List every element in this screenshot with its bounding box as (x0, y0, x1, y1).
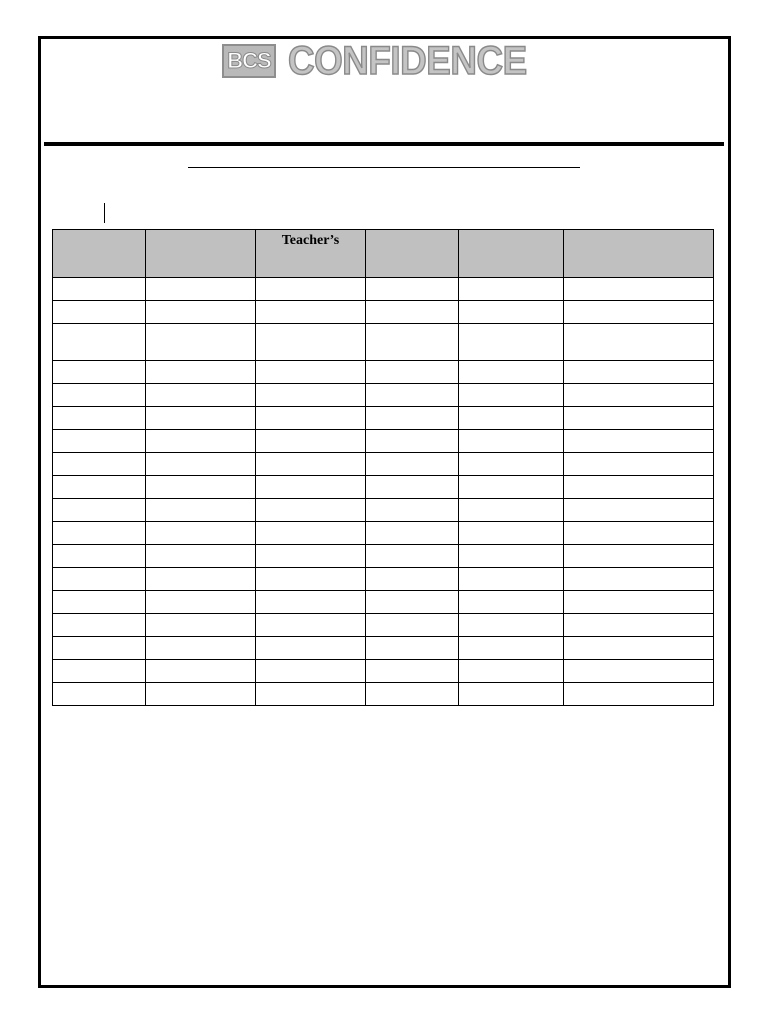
text-cursor (104, 203, 105, 223)
table-row (53, 384, 714, 407)
table-cell[interactable] (53, 476, 146, 499)
table-cell[interactable] (53, 453, 146, 476)
table-cell[interactable] (53, 637, 146, 660)
table-cell[interactable] (256, 683, 366, 706)
table-cell[interactable] (459, 545, 564, 568)
table-cell[interactable] (366, 591, 459, 614)
table-cell[interactable] (366, 476, 459, 499)
table-cell[interactable] (146, 407, 256, 430)
table-cell[interactable] (564, 430, 714, 453)
table-cell[interactable] (146, 522, 256, 545)
table-cell[interactable] (564, 476, 714, 499)
table-cell[interactable] (459, 278, 564, 301)
table-cell[interactable] (366, 278, 459, 301)
table-row (53, 407, 714, 430)
table-cell[interactable] (256, 637, 366, 660)
table-cell[interactable] (564, 614, 714, 637)
table-cell[interactable] (53, 384, 146, 407)
table-cell[interactable] (256, 301, 366, 324)
table-cell[interactable] (564, 361, 714, 384)
table-cell[interactable] (366, 522, 459, 545)
table-cell[interactable] (146, 614, 256, 637)
table-cell[interactable] (366, 614, 459, 637)
table-cell[interactable] (564, 407, 714, 430)
table-cell[interactable] (564, 453, 714, 476)
table-cell[interactable] (256, 614, 366, 637)
table-row (53, 499, 714, 522)
table-cell[interactable] (146, 568, 256, 591)
table-cell[interactable] (564, 660, 714, 683)
table-row (53, 278, 714, 301)
table-cell[interactable] (53, 361, 146, 384)
table-cell[interactable] (146, 278, 256, 301)
table-cell[interactable] (564, 499, 714, 522)
table-row (53, 453, 714, 476)
table-cell[interactable] (366, 407, 459, 430)
table-cell[interactable] (564, 301, 714, 324)
table-cell[interactable] (366, 568, 459, 591)
header-cell (564, 230, 714, 278)
table-row (53, 301, 714, 324)
table-cell[interactable] (53, 522, 146, 545)
table-cell[interactable] (256, 660, 366, 683)
table-cell[interactable] (256, 499, 366, 522)
table-cell[interactable] (53, 430, 146, 453)
table-cell[interactable] (256, 453, 366, 476)
table-cell[interactable] (256, 522, 366, 545)
header-cell (366, 230, 459, 278)
table-cell[interactable] (146, 476, 256, 499)
table-cell[interactable] (564, 278, 714, 301)
header-cell (146, 230, 256, 278)
table-cell[interactable] (366, 683, 459, 706)
table-cell[interactable] (366, 545, 459, 568)
table-cell[interactable] (53, 545, 146, 568)
table-cell[interactable] (256, 384, 366, 407)
table-cell[interactable] (366, 453, 459, 476)
header-cell: Teacher’s (256, 230, 366, 278)
table-cell[interactable] (146, 324, 256, 361)
header-divider (44, 142, 724, 146)
table-cell[interactable] (459, 453, 564, 476)
table-cell[interactable] (256, 568, 366, 591)
table-cell[interactable] (459, 499, 564, 522)
table-cell[interactable] (459, 324, 564, 361)
table-cell[interactable] (459, 430, 564, 453)
table-cell[interactable] (459, 301, 564, 324)
table-row (53, 591, 714, 614)
table-cell[interactable] (564, 683, 714, 706)
table-cell[interactable] (564, 384, 714, 407)
table-cell[interactable] (564, 568, 714, 591)
table-row (53, 660, 714, 683)
table-row (53, 637, 714, 660)
table-cell[interactable] (146, 683, 256, 706)
table-cell[interactable] (256, 278, 366, 301)
table-header-row (53, 230, 714, 278)
table-row (53, 683, 714, 706)
table-cell[interactable] (366, 324, 459, 361)
table-cell[interactable] (53, 301, 146, 324)
table-row (53, 324, 714, 361)
title-underline (188, 167, 580, 168)
table-cell[interactable] (53, 499, 146, 522)
table-cell[interactable] (146, 660, 256, 683)
table-cell[interactable] (256, 430, 366, 453)
table-cell[interactable] (53, 324, 146, 361)
table-cell[interactable] (146, 545, 256, 568)
table-cell[interactable] (459, 476, 564, 499)
table-cell[interactable] (256, 324, 366, 361)
table-cell[interactable] (53, 660, 146, 683)
table-row (53, 614, 714, 637)
table-cell[interactable] (366, 361, 459, 384)
table-cell[interactable] (366, 384, 459, 407)
table-cell[interactable] (459, 637, 564, 660)
table-cell[interactable] (53, 591, 146, 614)
table-row (53, 545, 714, 568)
table-cell[interactable] (459, 614, 564, 637)
table-cell[interactable] (256, 407, 366, 430)
logo-badge: BCS (222, 44, 276, 78)
table-cell[interactable] (146, 591, 256, 614)
table-cell[interactable] (459, 683, 564, 706)
table-cell[interactable] (564, 637, 714, 660)
table-cell[interactable] (459, 660, 564, 683)
table-cell[interactable] (256, 361, 366, 384)
table-cell[interactable] (459, 384, 564, 407)
table-cell[interactable] (53, 614, 146, 637)
table-cell[interactable] (53, 683, 146, 706)
table-cell[interactable] (256, 545, 366, 568)
table-cell[interactable] (564, 522, 714, 545)
table-cell[interactable] (459, 407, 564, 430)
table-row (53, 568, 714, 591)
table-cell[interactable] (459, 361, 564, 384)
table-cell[interactable] (146, 361, 256, 384)
table-body (53, 278, 714, 706)
table-row (53, 522, 714, 545)
table-cell[interactable] (53, 407, 146, 430)
logo-wordmark: CONFIDENCE (288, 39, 527, 83)
header-cell (459, 230, 564, 278)
table-cell[interactable] (564, 545, 714, 568)
table-row (53, 430, 714, 453)
table-cell[interactable] (146, 301, 256, 324)
header-cell (53, 230, 146, 278)
table-cell[interactable] (146, 499, 256, 522)
table-cell[interactable] (366, 301, 459, 324)
table-row (53, 476, 714, 499)
table-cell[interactable] (459, 568, 564, 591)
table-cell[interactable] (459, 522, 564, 545)
table-cell[interactable] (256, 476, 366, 499)
table-cell[interactable] (146, 384, 256, 407)
table-cell[interactable] (366, 430, 459, 453)
table-cell[interactable] (146, 637, 256, 660)
table-cell[interactable] (366, 499, 459, 522)
table-cell[interactable] (146, 453, 256, 476)
table-cell[interactable] (146, 430, 256, 453)
table-cell[interactable] (366, 637, 459, 660)
table-cell[interactable] (366, 660, 459, 683)
table-row (53, 361, 714, 384)
record-table (52, 229, 714, 706)
table-cell[interactable] (256, 591, 366, 614)
table-cell[interactable] (564, 591, 714, 614)
table-cell[interactable] (53, 278, 146, 301)
bcs-confidence-logo (222, 39, 547, 83)
table-cell[interactable] (53, 568, 146, 591)
table-cell[interactable] (564, 324, 714, 361)
table-cell[interactable] (459, 591, 564, 614)
